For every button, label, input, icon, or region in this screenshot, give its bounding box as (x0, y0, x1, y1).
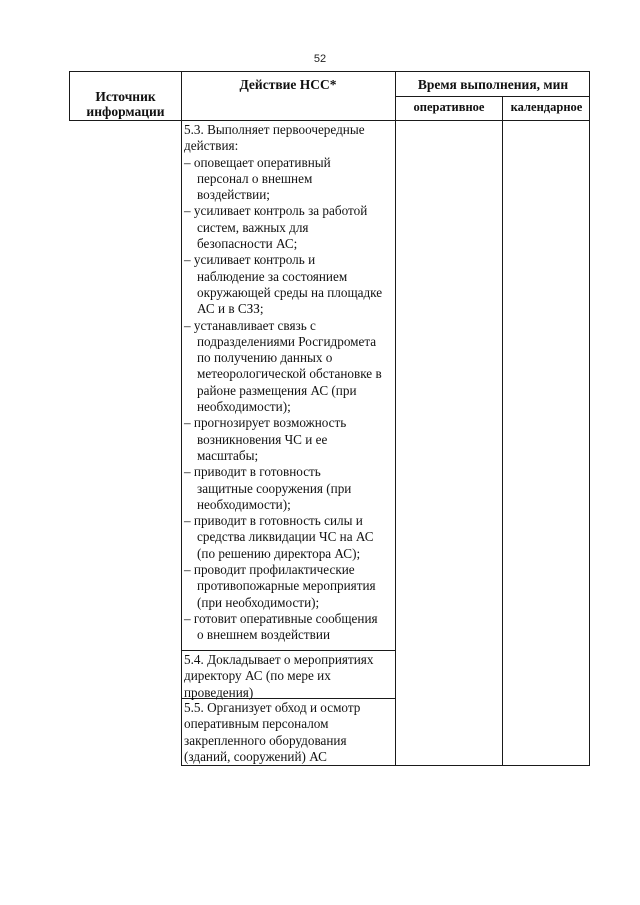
action-line: 5.4. Докладывает о мероприятиях (184, 652, 374, 667)
item-line: – приводит в готовность силы и (184, 513, 363, 529)
time-subcolumn-divider (502, 96, 503, 766)
header-operative: оперативное (413, 100, 485, 114)
item-line: противопожарные мероприятия (197, 578, 376, 594)
item-line: – прогнозирует возможность (184, 415, 347, 431)
list-item (184, 415, 394, 464)
list-item (184, 611, 394, 644)
item-line: о внешнем воздействии (197, 627, 331, 643)
item-line: – проводит профилактические (184, 562, 355, 578)
item-line: по получению данных о (197, 350, 333, 366)
time-header-divider (395, 96, 590, 97)
item-line: – приводит в готовность (184, 464, 321, 480)
item-line: – готовит оперативные сообщения (184, 610, 378, 626)
item-line: – усиливает контроль за работой (184, 203, 368, 219)
item-line: метеорологической обстановке в (197, 366, 382, 382)
source-column-divider (181, 71, 182, 766)
action-line: проведения) (184, 684, 254, 700)
item-line: воздействии; (197, 187, 270, 203)
item-line: АС и в СЗЗ; (197, 301, 264, 317)
list-item (184, 203, 394, 252)
action-cell-5-3 (184, 122, 394, 644)
item-line: окружающей среды на площадке (197, 284, 383, 300)
page-number: 52 (313, 53, 327, 65)
item-line: возникновения ЧС и ее (197, 431, 328, 447)
list-item (184, 252, 394, 317)
item-line: районе размещения АС (при (197, 382, 357, 398)
header-source: Источник информации (86, 89, 165, 119)
action-line: (зданий, сооружений) АС (184, 748, 327, 764)
item-line: средства ликвидации ЧС на АС (197, 529, 374, 545)
action-line: действия: (184, 138, 239, 154)
action-cell-5-5 (184, 700, 394, 765)
list-item (184, 513, 394, 562)
action-line: оперативным персоналом (184, 716, 329, 732)
item-line: масштабы; (197, 447, 259, 463)
list-item (184, 562, 394, 611)
item-line: – оповещает оперативный (184, 154, 331, 170)
table-right-border (589, 71, 590, 766)
item-line: подразделениями Росгидромета (197, 333, 377, 349)
item-line: систем, важных для (197, 219, 309, 235)
item-line: безопасности АС; (197, 236, 298, 252)
item-line: персонал о внешнем (197, 170, 313, 186)
item-line: необходимости); (197, 496, 291, 512)
header-time: Время выполнения, мин (417, 77, 569, 92)
item-line: (при необходимости); (197, 594, 320, 610)
list-item (184, 318, 394, 416)
item-line: защитные сооружения (при (197, 480, 352, 496)
item-line: – усиливает контроль и (184, 252, 316, 268)
header-calendar: календарное (510, 100, 583, 114)
item-line: (по решению директора АС); (197, 545, 361, 561)
action-line: директору АС (по мере их (184, 668, 331, 684)
table-top-border (69, 71, 590, 72)
row-divider-5-4 (181, 650, 395, 651)
item-line: наблюдение за состоянием (197, 268, 348, 284)
header-bottom-border (69, 120, 590, 121)
list-item (184, 464, 394, 513)
header-action: Действие НСС* (239, 77, 337, 92)
item-line: – устанавливает связь с (184, 317, 316, 333)
action-line: 5.5. Организует обход и осмотр (184, 700, 361, 715)
action-line: 5.3. Выполняет первоочередные (184, 122, 365, 137)
action-line: закрепленного оборудования (184, 732, 347, 748)
item-line: необходимости); (197, 399, 291, 415)
action-column-divider (395, 71, 396, 766)
list-item (184, 155, 394, 204)
action-cell-5-4 (184, 652, 394, 701)
